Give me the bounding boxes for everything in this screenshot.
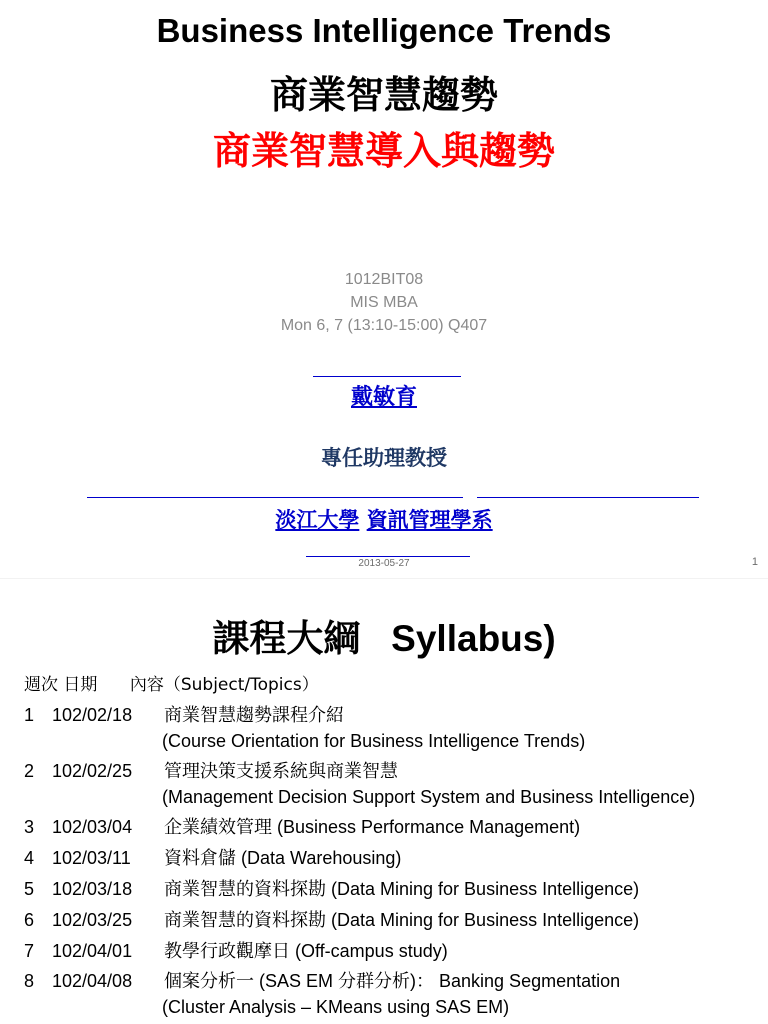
divider-line bbox=[313, 376, 461, 377]
title-english: Business Intelligence Trends bbox=[156, 12, 612, 49]
slide-date: 2013-05-27 bbox=[358, 558, 410, 569]
row-topic-line2: (Management Decision Support System and Business Intelligence) bbox=[162, 787, 696, 807]
syllabus-slide bbox=[0, 580, 768, 1024]
row-topic: 資料倉儲 (Data Warehousing) bbox=[164, 848, 402, 869]
row-date: 102/03/04 bbox=[52, 817, 133, 837]
row-week: 3 bbox=[24, 817, 35, 837]
row-topic-line2: (Course Orientation for Business Intelligence Trends) bbox=[162, 731, 586, 751]
row-topic-line2: (Cluster Analysis – KMeans using SAS EM) bbox=[162, 997, 510, 1017]
row-topic: 商業智慧的資料探勘 (Data Mining for Business Intelligence) bbox=[164, 879, 640, 900]
row-topic: 教學行政觀摩日 (Off-campus study) bbox=[164, 941, 448, 962]
row-date: 102/03/25 bbox=[52, 910, 133, 930]
row-topic: 商業智慧趨勢課程介紹 bbox=[164, 705, 344, 726]
university-link[interactable]: 淡江大學 bbox=[275, 508, 360, 532]
syllabus-title-zh: 課程大綱 bbox=[212, 617, 361, 660]
row-week: 6 bbox=[24, 910, 35, 930]
title-chinese: 商業智慧趨勢 bbox=[269, 73, 498, 117]
instructor-name bbox=[0, 380, 768, 411]
row-week: 8 bbox=[24, 971, 35, 991]
row-date: 102/02/18 bbox=[52, 705, 133, 725]
row-week: 1 bbox=[24, 705, 35, 725]
course-code: 1012BIT08 bbox=[344, 271, 424, 288]
syllabus-title-en: Syllabus) bbox=[391, 618, 556, 659]
instructor-title: 專任助理教授 bbox=[321, 446, 447, 470]
row-topic: 商業智慧的資料探勘 (Data Mining for Business Intelligence) bbox=[164, 910, 640, 931]
program-name: MIS MBA bbox=[350, 294, 418, 311]
subtitle-red: 商業智慧導入與趨勢 bbox=[212, 129, 555, 173]
divider-line bbox=[87, 497, 463, 498]
row-date: 102/04/08 bbox=[52, 971, 133, 991]
row-date: 102/03/18 bbox=[52, 879, 133, 899]
instructor-name-link[interactable]: 戴敏育 bbox=[350, 385, 417, 410]
syllabus-header bbox=[24, 670, 319, 695]
row-week: 7 bbox=[24, 941, 35, 961]
row-week: 5 bbox=[24, 879, 35, 899]
row-date: 102/03/11 bbox=[52, 848, 131, 868]
row-date: 102/04/01 bbox=[52, 941, 133, 961]
row-topic: 管理決策支援系統與商業智慧 bbox=[164, 761, 398, 782]
divider-line bbox=[306, 556, 470, 557]
syllabus-title bbox=[0, 608, 768, 662]
row-date: 102/02/25 bbox=[52, 761, 133, 781]
affiliation bbox=[0, 504, 768, 534]
slide-separator bbox=[0, 578, 768, 579]
header-date: 日期 bbox=[63, 675, 98, 695]
row-week: 2 bbox=[24, 761, 35, 781]
row-topic: 個案分析一 (SAS EM 分群分析)： Banking Segmentation bbox=[164, 971, 621, 992]
page-number: 1 bbox=[751, 556, 758, 568]
header-content: 內容（Subject/Topics） bbox=[129, 675, 319, 695]
divider-line bbox=[477, 497, 699, 498]
course-info bbox=[0, 268, 768, 337]
row-topic: 企業績效管理 (Business Performance Management) bbox=[164, 817, 581, 838]
department-link[interactable]: 資訊管理學系 bbox=[366, 508, 493, 532]
header-week: 週次 bbox=[24, 675, 58, 695]
row-week: 4 bbox=[24, 848, 35, 868]
class-schedule: Mon 6, 7 (13:10-15:00) Q407 bbox=[280, 317, 488, 334]
